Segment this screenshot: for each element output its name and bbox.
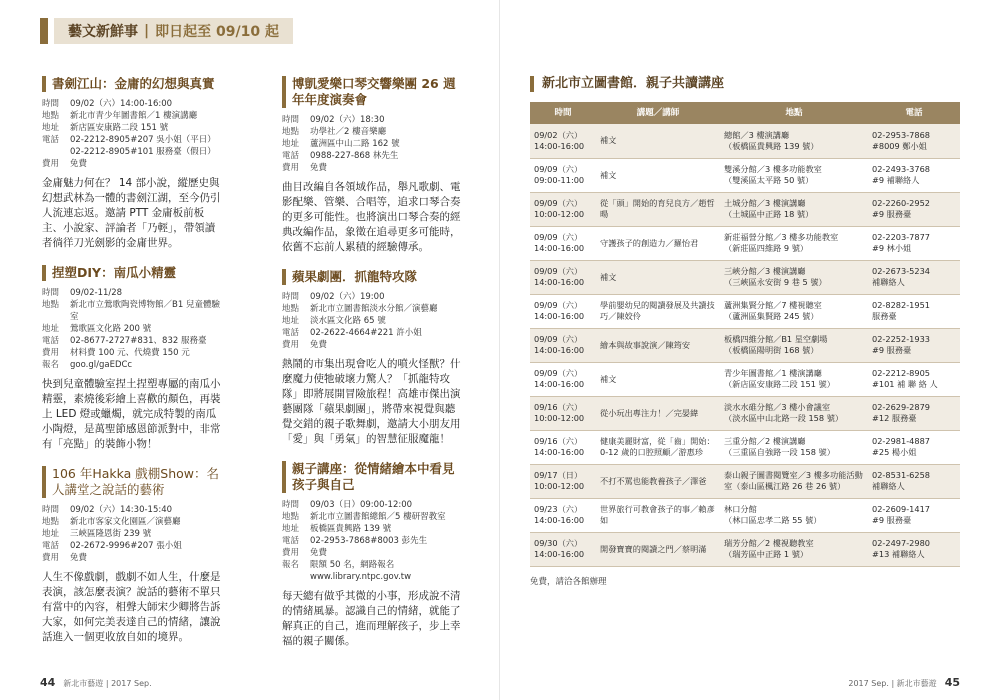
- col-header-time: 時間: [530, 102, 596, 124]
- meta-label-phone: 電話: [42, 135, 60, 145]
- left-column: [42, 76, 222, 659]
- meta-label-addr: 地址: [42, 324, 60, 334]
- page-number-left: 44: [40, 676, 56, 689]
- row-topic: 補文: [596, 124, 720, 158]
- meta-value-addr: 蘆洲區中山二路 162 號: [310, 139, 400, 149]
- row-time: 09/30（六） 14:00-16:00: [530, 532, 596, 566]
- row-place: 三峽分館／3 樓演講廳 （三峽區永安街 9 巷 5 號）: [720, 260, 868, 294]
- meta-label-phone: 電話: [42, 541, 60, 551]
- footer-left: [40, 676, 152, 689]
- meta-value-fee: 材料費 100 元、代燒費 150 元: [70, 348, 190, 358]
- row-topic: 開發寶寶的閱讀之門／蔡明滿: [596, 532, 720, 566]
- meta-row-phone: [42, 540, 222, 552]
- meta-row-signup: [282, 559, 462, 583]
- meta-value-time: 09/02（六）18:30: [310, 115, 385, 125]
- lecture-panel-title: 新北市立圖書館．親子共讀講座: [530, 76, 960, 92]
- row-topic: 補文: [596, 158, 720, 192]
- meta-label-time: 時間: [282, 292, 300, 302]
- meta-label-phone: 電話: [282, 151, 300, 161]
- row-phone: 02-2497-2980 #13 補聯絡人: [868, 532, 960, 566]
- page-gutter: [499, 0, 500, 700]
- event-title: 親子講座：從情緒繪本中看見孩子與自己: [282, 461, 462, 493]
- meta-value-time: 09/02（六）19:00: [310, 292, 385, 302]
- row-topic: 繪本與故事說演／陳筠安: [596, 328, 720, 362]
- event-meta: [42, 98, 222, 170]
- footer-right: [848, 676, 960, 689]
- table-row: [530, 532, 960, 566]
- meta-value-phone: 0988-227-868 林先生: [310, 151, 399, 161]
- row-place: 蘆洲集賢分館／7 樓視聽室 （蘆洲區集賢路 245 號）: [720, 294, 868, 328]
- row-place: 板橋四維分館／B1 星空劇場 （板橋區陽明街 168 號）: [720, 328, 868, 362]
- meta-row-place: [42, 299, 222, 323]
- row-time: 09/09（六） 14:00-16:00: [530, 328, 596, 362]
- meta-row-phone: [282, 535, 462, 547]
- meta-label-addr: 地址: [42, 123, 60, 133]
- page-number-right: 45: [944, 676, 960, 689]
- row-time: 09/09（六） 10:00-12:00: [530, 192, 596, 226]
- event-title: 蘋果劇團．抓龍特攻隊: [282, 269, 462, 285]
- row-topic: 補文: [596, 260, 720, 294]
- row-phone: 02-2981-4887 #25 楊小姐: [868, 430, 960, 464]
- row-phone: 02-8531-6258 補聯絡人: [868, 464, 960, 498]
- meta-value-addr: 三峽區隆恩街 239 號: [70, 529, 152, 539]
- meta-label-time: 時間: [42, 288, 60, 298]
- meta-value-place: 新北市客家文化園區／演藝廳: [70, 517, 181, 527]
- row-topic: 從小玩出專注力！／完晏緯: [596, 396, 720, 430]
- row-place: 青少年圖書館／1 樓演講廳 （新店區安康路二段 151 號）: [720, 362, 868, 396]
- meta-label-addr: 地址: [282, 524, 300, 534]
- meta-value-fee: 免費: [310, 548, 328, 558]
- event-meta: [282, 291, 462, 351]
- event-description: 熱鬧的市集出現會吃人的噴火怪獸？什麼魔力使牠破壞力驚人？「抓龍特攻隊」即將展開冒險旅程！高雄市傑出演藝團隊「蘋果劇團」，將帶來視覺與聽覺交錯的親子歌舞劇，邀請大小朋友用「愛」與「勇氣」的智慧征服魔龍！: [282, 358, 461, 445]
- meta-label-addr: 地址: [282, 316, 300, 326]
- lecture-note: 免費，請洽各館辦理: [530, 576, 607, 587]
- meta-row-time: [282, 499, 462, 511]
- row-place: 淡水水碓分館／3 樓小會議室 （淡水區中山北路一段 158 號）: [720, 396, 868, 430]
- meta-value-place: 新北市立鶯歌陶瓷博物館／B1 兒童體驗室: [70, 300, 220, 322]
- row-place: 三重分館／2 樓演講廳 （三重區自強路一段 158 號）: [720, 430, 868, 464]
- row-time: 09/09（六） 14:00-16:00: [530, 294, 596, 328]
- row-time: 09/23（六） 14:00-16:00: [530, 498, 596, 532]
- meta-value-addr: 鶯歌區文化路 200 號: [70, 324, 152, 334]
- row-topic: 健康美麗財富，從「齒」開始：0-12 歲的口腔照顧／游惠珍: [596, 430, 720, 464]
- meta-row-phone: [42, 335, 222, 347]
- row-place: 雙溪分館／3 樓多功能教室 （雙溪區太平路 50 號）: [720, 158, 868, 192]
- lecture-panel: [530, 76, 960, 587]
- meta-row-fee: [42, 552, 222, 564]
- meta-value-fee: 免費: [310, 163, 328, 173]
- event-title: 捏塑DIY：南瓜小精靈: [42, 265, 222, 281]
- header-date: 即日起至 09/10 起: [155, 24, 279, 40]
- meta-row-phone: [42, 134, 222, 158]
- row-time: 09/16（六） 10:00-12:00: [530, 396, 596, 430]
- row-place: 泰山親子圖書閱覽室／3 樓多功能活動室（泰山區楓江路 26 巷 26 號）: [720, 464, 868, 498]
- lecture-table-body: [530, 124, 960, 566]
- meta-label-place: 地點: [42, 300, 60, 310]
- meta-label-phone: 電話: [282, 328, 300, 338]
- row-topic: 從「頭」開始的育兒良方／趙哲暘: [596, 192, 720, 226]
- event-section: [282, 76, 462, 255]
- event-title: 106 年Hakka 戲棚Show：名人講堂之說話的藝術: [42, 466, 222, 498]
- row-phone: 02-2260-2952 #9 服務臺: [868, 192, 960, 226]
- event-description: 每天總有做乎其微的小事，形成說不清的情緒風暴。認識自己的情緒，就能了解真正的自己，進而理解孩子，步上幸福的親子關係。: [282, 590, 461, 647]
- event-section: [282, 461, 462, 649]
- row-time: 09/09（六） 14:00-16:00: [530, 260, 596, 294]
- footer-right-text: 2017 Sep. | 新北市藝遊: [848, 679, 937, 688]
- table-row: [530, 158, 960, 192]
- table-row: [530, 498, 960, 532]
- meta-row-fee: [282, 162, 462, 174]
- table-row: [530, 124, 960, 158]
- row-time: 09/17（日） 10:00-12:00: [530, 464, 596, 498]
- meta-value-time: 09/03（日）09:00-12:00: [310, 500, 413, 510]
- meta-value-phone: 02-8677-2727#831、832 服務臺: [70, 336, 207, 346]
- event-description: 金庸魅力何在？ 14 部小說，縱歷史與幻想武林為一體的書劍江湖，至今仍引人流連忘返。邀請 PTT 金庸板前板主、小說家、評論者「乃輕」，帶領讀者徜徉刀光劍影的金庸世界。: [42, 177, 221, 249]
- meta-row-phone: [282, 150, 462, 162]
- event-section: [42, 76, 222, 251]
- meta-label-time: 時間: [282, 115, 300, 125]
- meta-label-time: 時間: [282, 500, 300, 510]
- meta-row-time: [282, 114, 462, 126]
- event-title: 博凱愛樂口琴交響樂團 26 週年年度演奏會: [282, 76, 462, 108]
- meta-row-addr: [42, 528, 222, 540]
- col-header-topic: 講題／講師: [596, 102, 720, 124]
- row-place: 瑞芳分館／2 樓視聽教室 （瑞芳區中正路 1 號）: [720, 532, 868, 566]
- meta-row-addr: [42, 122, 222, 134]
- event-description: 人生不像戲劇，戲劇不如人生，什麼是表演，該怎麼表演？說話的藝術不單只有當中的內容，相聲大師宋少卿將告訴大家，如何完美表達自己的情緒，讓說話進入一個更收放自如的境界。: [42, 571, 221, 643]
- meta-row-addr: [282, 315, 462, 327]
- row-phone: 02-2609-1417 #9 服務臺: [868, 498, 960, 532]
- meta-row-addr: [282, 138, 462, 150]
- page-header: [40, 18, 293, 44]
- meta-value-time: 09/02（六）14:30-15:40: [70, 505, 173, 515]
- meta-row-place: [282, 303, 462, 315]
- table-row: [530, 226, 960, 260]
- table-row: [530, 294, 960, 328]
- meta-label-place: 地點: [282, 512, 300, 522]
- event-description: 快到兒童體驗室捏土捏塑專屬的南瓜小精靈，素燒後彩繪上喜歡的顏色，再裝上 LED 燈或蠟燭，就完成特製的南瓜小陶燈，是萬聖節感恩節派對中，非常有「亮點」的裝飾小物！: [42, 378, 221, 450]
- event-meta: [282, 499, 462, 583]
- meta-value-fee: 免費: [70, 159, 88, 169]
- header-accent-bar: [40, 18, 48, 44]
- row-time: 09/09（六） 14:00-16:00: [530, 362, 596, 396]
- row-phone: 02-8282-1951 服務臺: [868, 294, 960, 328]
- row-time: 09/16（六） 14:00-16:00: [530, 430, 596, 464]
- meta-row-place: [282, 126, 462, 138]
- row-place: 土城分館／3 樓演講廳 （土城區中正路 18 號）: [720, 192, 868, 226]
- meta-label-addr: 地址: [282, 139, 300, 149]
- meta-label-phone: 電話: [282, 536, 300, 546]
- meta-row-time: [282, 291, 462, 303]
- row-phone: 02-2203-7877 #9 林小姐: [868, 226, 960, 260]
- row-phone: 02-2673-5234 補聯絡人: [868, 260, 960, 294]
- meta-row-fee: [42, 347, 222, 359]
- event-title: 書劍江山：金庸的幻想與真實: [42, 76, 222, 92]
- event-section: [42, 466, 222, 645]
- middle-column: [282, 76, 462, 663]
- row-time: 09/02（六） 14:00-16:00: [530, 124, 596, 158]
- meta-label-place: 地點: [42, 517, 60, 527]
- event-meta: [42, 504, 222, 564]
- table-row: [530, 396, 960, 430]
- row-phone: 02-2953-7868 #8009 鄭小姐: [868, 124, 960, 158]
- event-section: [42, 265, 222, 452]
- header-title-box: [54, 18, 293, 44]
- lecture-table: [530, 102, 960, 567]
- table-row: [530, 464, 960, 498]
- meta-label-fee: 費用: [42, 159, 60, 169]
- meta-row-time: [42, 287, 222, 299]
- meta-label-fee: 費用: [282, 163, 300, 173]
- table-row: [530, 260, 960, 294]
- meta-value-fee: 免費: [70, 553, 88, 563]
- meta-value-time: 09/02-11/28: [70, 288, 123, 298]
- row-topic: 補文: [596, 362, 720, 396]
- row-phone: 02-2212-8905 #101 補 聯 絡 人: [868, 362, 960, 396]
- meta-label-place: 地點: [282, 304, 300, 314]
- meta-value-addr: 板橋區貴興路 139 號: [310, 524, 392, 534]
- meta-label-place: 地點: [282, 127, 300, 137]
- meta-value-phone: 02-2212-8905#207 吳小姐（平日） 02-2212-8905#101 服務臺（假日）: [70, 135, 216, 157]
- meta-row-place: [42, 516, 222, 528]
- row-phone: 02-2493-3768 #9 補聯絡人: [868, 158, 960, 192]
- meta-label-place: 地點: [42, 111, 60, 121]
- meta-row-time: [42, 98, 222, 110]
- meta-label-fee: 費用: [282, 340, 300, 350]
- event-meta: [42, 287, 222, 371]
- meta-label-signup: 報名: [282, 560, 300, 570]
- col-header-phone: 電話: [868, 102, 960, 124]
- lecture-table-header: [530, 102, 960, 124]
- table-row: [530, 192, 960, 226]
- table-row: [530, 328, 960, 362]
- event-section: [282, 269, 462, 447]
- meta-label-fee: 費用: [42, 553, 60, 563]
- meta-value-place: 新北市立圖書館淡水分館／演藝廳: [310, 304, 438, 314]
- meta-row-addr: [282, 523, 462, 535]
- meta-row-place: [282, 511, 462, 523]
- meta-value-addr: 新店區安康路二段 151 號: [70, 123, 169, 133]
- event-description: 曲目改編自各領域作品，舉凡歌劇、電影配樂、管樂、合唱等，追求口琴合奏的更多可能性。也將演出口琴合奏的經典改編作品，象徵在追尋更多可能時，依舊不忘前人累積的經驗傳承。: [282, 181, 461, 253]
- meta-value-fee: 免費: [310, 340, 328, 350]
- meta-label-time: 時間: [42, 99, 60, 109]
- row-place: 新莊福營分館／3 樓多功能教室 （新莊區四維路 9 號）: [720, 226, 868, 260]
- meta-row-signup: [42, 359, 222, 371]
- meta-label-signup: 報名: [42, 360, 60, 370]
- meta-value-phone: 02-2672-9996#207 張小姐: [70, 541, 182, 551]
- meta-row-fee: [282, 339, 462, 351]
- meta-label-time: 時間: [42, 505, 60, 515]
- meta-value-place: 新北市立圖書館總館／5 樓研習教室: [310, 512, 446, 522]
- row-place: 林口分館 （林口區忠孝二路 55 號）: [720, 498, 868, 532]
- row-time: 09/09（六） 09:00-11:00: [530, 158, 596, 192]
- row-topic: 學前嬰幼兒的閱讀發展及共讀技巧／陳姣伶: [596, 294, 720, 328]
- table-row: [530, 430, 960, 464]
- meta-label-addr: 地址: [42, 529, 60, 539]
- event-meta: [282, 114, 462, 174]
- meta-row-time: [42, 504, 222, 516]
- footer-left-text: 新北市藝遊 | 2017 Sep.: [63, 679, 152, 688]
- meta-row-fee: [282, 547, 462, 559]
- meta-row-fee: [42, 158, 222, 170]
- meta-value-phone: 02-2953-7868#8003 彭先生: [310, 536, 428, 546]
- table-row: [530, 362, 960, 396]
- meta-row-phone: [282, 327, 462, 339]
- meta-label-fee: 費用: [42, 348, 60, 358]
- meta-value-phone: 02-2622-4664#221 許小姐: [310, 328, 422, 338]
- row-time: 09/09（六） 14:00-16:00: [530, 226, 596, 260]
- header-separator: |: [144, 23, 150, 39]
- meta-value-place: 新北市青少年圖書館／1 樓演講廳: [70, 111, 198, 121]
- header-title: 藝文新鮮事: [68, 24, 138, 40]
- row-topic: 守護孩子的創造力／羅怡君: [596, 226, 720, 260]
- row-topic: 不打不罵也能教養孩子／澤爸: [596, 464, 720, 498]
- meta-value-signup: goo.gl/gaEDCc: [70, 360, 133, 370]
- row-topic: 世界旅行可教會孩子的事／賴彥如: [596, 498, 720, 532]
- meta-label-phone: 電話: [42, 336, 60, 346]
- meta-row-addr: [42, 323, 222, 335]
- meta-value-time: 09/02（六）14:00-16:00: [70, 99, 173, 109]
- meta-value-place: 功學社／2 樓音樂廳: [310, 127, 387, 137]
- row-phone: 02-2629-2879 #12 服務臺: [868, 396, 960, 430]
- meta-value-addr: 淡水區文化路 65 號: [310, 316, 386, 326]
- meta-value-signup: 限額 50 名，網路報名 www.library.ntpc.gov.tw: [310, 560, 412, 582]
- row-place: 總館／3 樓演講廳 （板橋區貴興路 139 號）: [720, 124, 868, 158]
- meta-label-fee: 費用: [282, 548, 300, 558]
- col-header-place: 地點: [720, 102, 868, 124]
- meta-row-place: [42, 110, 222, 122]
- row-phone: 02-2252-1933 #9 服務臺: [868, 328, 960, 362]
